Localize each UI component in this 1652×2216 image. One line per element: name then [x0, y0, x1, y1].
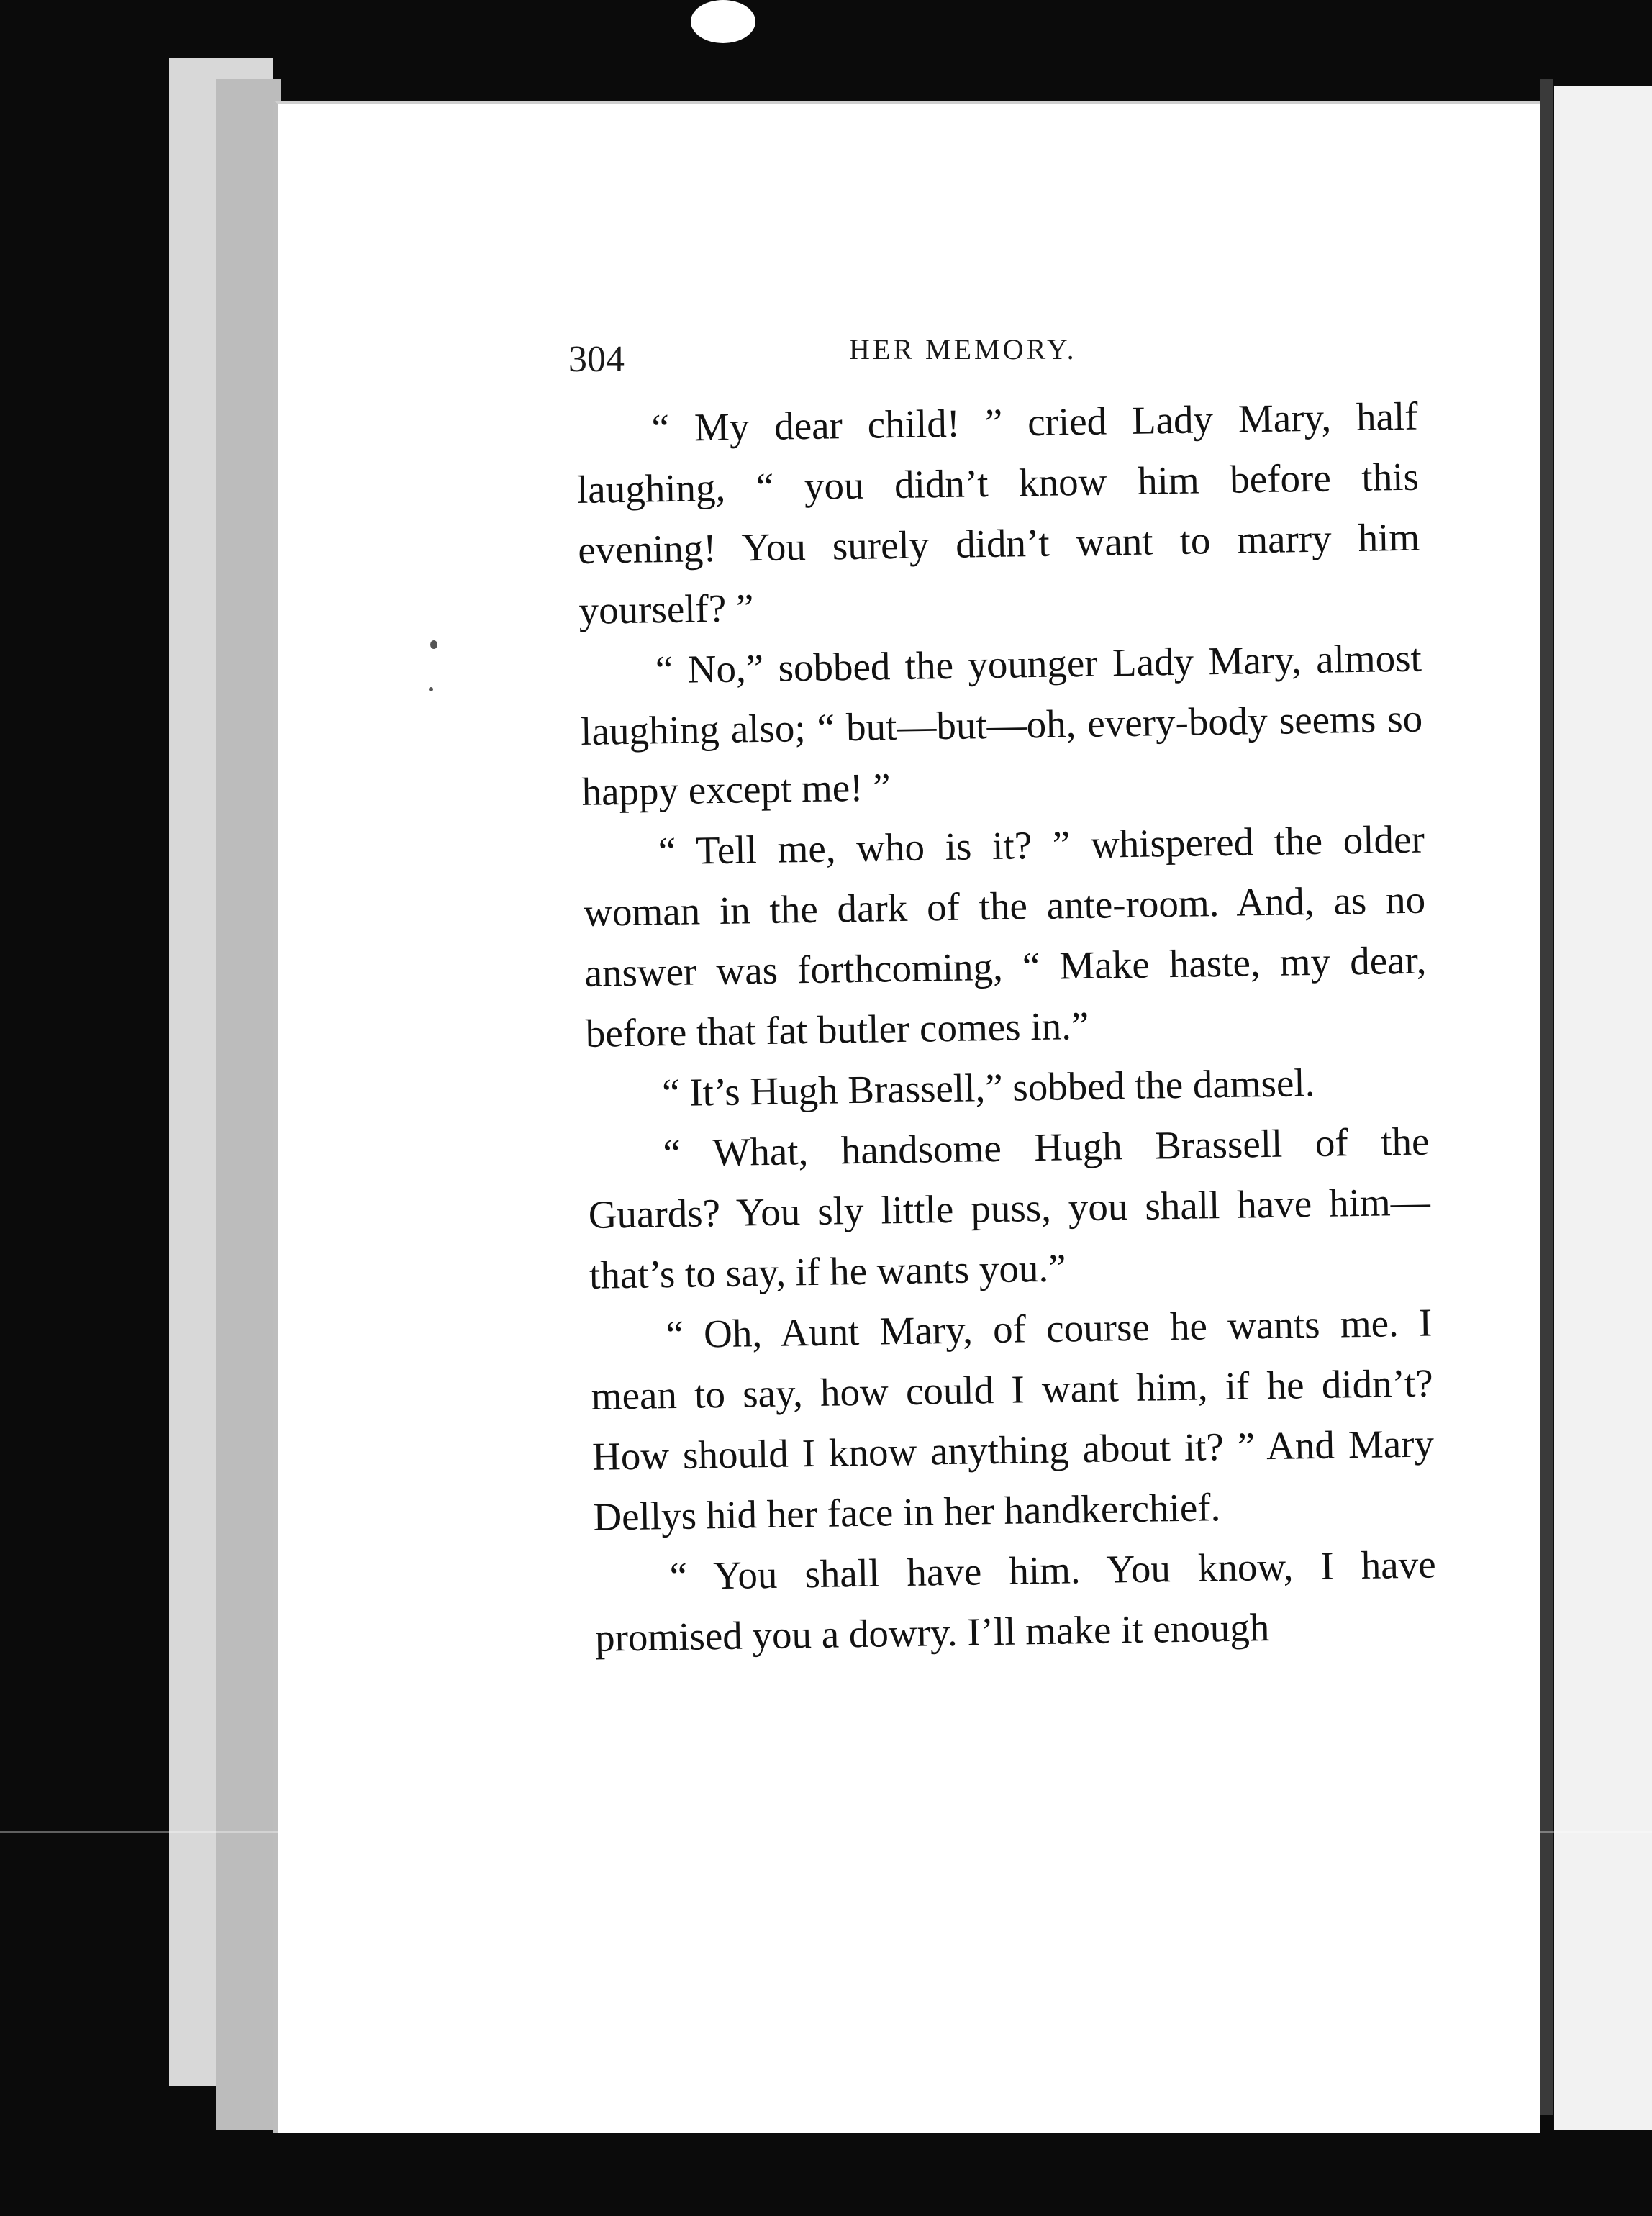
paragraph: “ Oh, Aunt Mary, of course he wants me. I mean to say, how could I want him, if he didn’t? How should I know anything about it? ” And Mary Dellys hid her face in her handkerchief. [591, 1300, 1435, 1539]
body-text [576, 386, 1438, 1668]
paragraph: “ What, handsome Hugh Brassell of the Guards? You sly little puss, you shall have him—that’s to say, if he wants you.” [588, 1119, 1431, 1297]
adjacent-page [1554, 86, 1652, 2130]
paragraph: “ No,” sobbed the younger Lady Mary, almost laughing also; “ but—but—oh, every-body seems so happy except me! ” [580, 635, 1423, 814]
page-number: 304 [568, 339, 625, 380]
dust-speck [429, 687, 433, 691]
paragraph: “ You shall have him. You know, I have promised you a dowry. I’ll make it enough [594, 1542, 1437, 1660]
dust-speck [430, 640, 437, 649]
page-edges-inner [216, 79, 281, 2130]
paragraph: “ It’s Hugh Brassell,” sobbed the damsel. [661, 1060, 1315, 1115]
running-head: HER MEMORY. [849, 333, 1077, 365]
book-gutter [1540, 79, 1553, 2115]
paragraph: “ Tell me, who is it? ” whispered the older woman in the dark of the ante-room. And, as no answer was forthcoming, “ Make haste, my dear, before that fat butler comes in.” [583, 817, 1427, 1055]
paragraph: “ My dear child! ” cried Lady Mary, half laughing, “ you didn’t know him before this evening! You surely didn’t want to marry him yourself? ” [576, 394, 1420, 632]
scan-line [0, 1831, 1652, 1833]
dust-speck [691, 0, 755, 43]
